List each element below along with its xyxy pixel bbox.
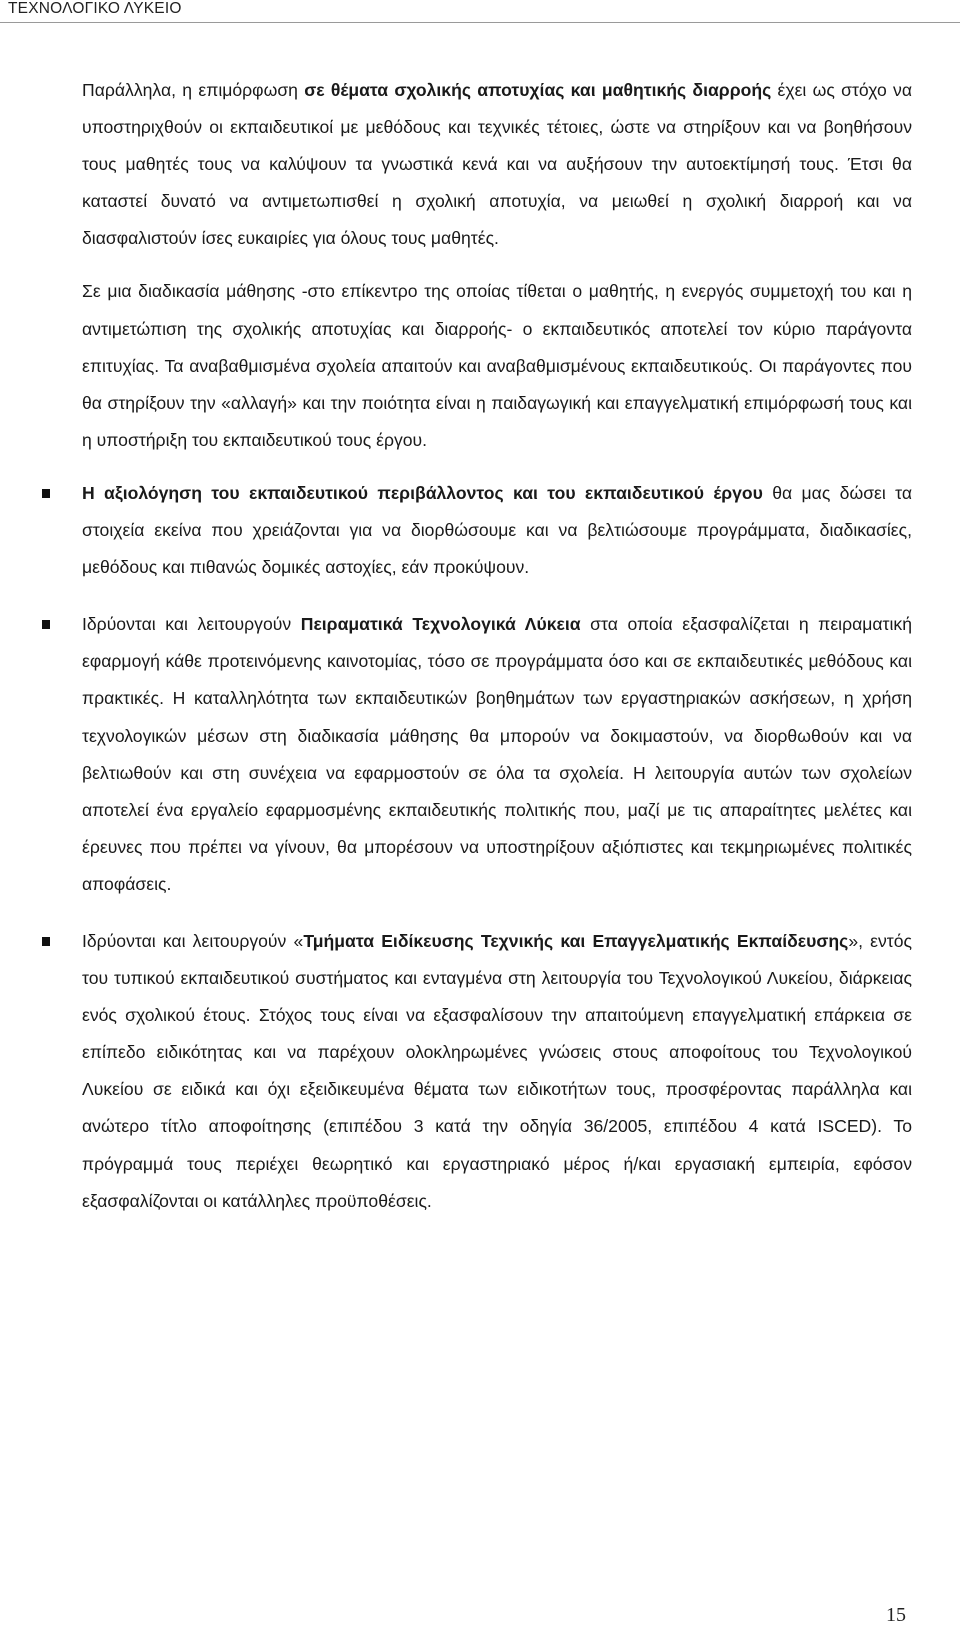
square-bullet-icon: [42, 489, 50, 498]
bullet-text: Ιδρύονται και λειτουργούν: [82, 614, 301, 635]
paragraph-learning-process: [82, 273, 912, 458]
bullet-text: », εντός του τυπικού εκπαιδευτικού συστήματος και ενταγμένα στη λειτουργία του Τεχνολογικού Λυκείου, διάρκειας ενός σχολικού έτους. Στόχος τους είναι να εξασφαλίσουν την απαιτούμενη επαγγελματική επάρκεια σε επίπεδο ειδικότητας και να παρέχουν ολοκληρωμένες γνώσεις στους αποφοίτους του Τεχνολογικού Λυκείου σε ειδικά και όχι εξειδικευμένα θέματα των ειδικοτήτων τους, προσφέροντας παράλληλα και ανώτερο τίτλο αποφοίτησης (επιπέδου 3 κατά την οδηγία 36/2005, επιπέδου 4 κατά ISCED). Το πρόγραμμά τους περιέχει θεωρητικό και εργαστηριακό μέρος ή/και εργασιακή εμπειρία, εφόσον εξασφαλίζονται οι κατάλληλες προϋποθέσεις.: [82, 930, 913, 1211]
bullet-specialization-departments: [82, 923, 912, 1220]
bullet-emphasis: Πειραματικά Τεχνολογικά Λύκεια: [300, 614, 581, 635]
paragraph-emphasis: σε θέματα σχολικής αποτυχίας και μαθητικής διαρροής: [304, 80, 772, 100]
paragraph-text: Σε μια διαδικασία μάθησης -στο επίκεντρο της οποίας τίθεται ο μαθητής, η ενεργός συμμετοχή του και η αντιμετώπιση της σχολικής αποτυχίας και διαρροής- ο εκπαιδευτικός αποτελεί τον κύριο παράγοντα επιτυχίας. Τα αναβαθμισμένα σχολεία απαιτούν και αναβαθμισμένους εκπαιδευτικούς. Οι παράγοντες που θα στηρίξουν την «αλλαγή» και την ποιότητα είναι η παιδαγωγική και επαγγελματική επιμόρφωσή τους και η υποστήριξη του εκπαιδευτικού τους έργου.: [82, 281, 912, 450]
page-number: 15: [886, 1604, 906, 1626]
square-bullet-icon: [42, 620, 50, 629]
bullet-evaluation: [82, 475, 912, 586]
bullet-emphasis: Η αξιολόγηση του εκπαιδευτικού περιβάλλοντος και του εκπαιδευτικού έργου: [82, 482, 763, 503]
header-rule: [0, 22, 960, 23]
document-body: [82, 72, 912, 1220]
square-bullet-icon: [42, 937, 50, 946]
bullet-text: Ιδρύονται και λειτουργούν «: [82, 930, 304, 951]
running-header: ΤΕΧΝΟΛΟΓΙΚΟ ΛΥΚΕΙΟ: [8, 0, 182, 17]
paragraph-text: έχει ως στόχο να υποστηριχθούν οι εκπαιδευτικοί με μεθόδους και τεχνικές τέτοιες, ώστε να στηρίξουν και να βοηθήσουν τους μαθητές τους να καλύψουν τα γνωστικά κενά και να αυξήσουν την αυτοεκτίμησή τους. Έτσι θα καταστεί δυνατό να αντιμετωπισθεί η σχολική αποτυχία, να μειωθεί η σχολική διαρροή και να διασφαλιστούν ίσες ευκαιρίες για όλους τους μαθητές.: [82, 80, 912, 249]
bullet-experimental-lyceums: [82, 606, 912, 903]
paragraph-text: Παράλληλα, η επιμόρφωση: [82, 80, 305, 100]
bullet-text: στα οποία εξασφαλίζεται η πειραματική εφαρμογή κάθε προτεινόμενης καινοτομίας, τόσο σε προγράμματα όσο και σε εκπαιδευτικές μεθόδους και πρακτικές. Η καταλληλότητα των εκπαιδευτικών βοηθημάτων των εργαστηριακών ασκήσεων, η χρήση τεχνολογικών μέσων στη διαδικασία μάθησης θα μπορούν να δοκιμαστούν, να διορθωθούν και να βελτιωθούν και στη συνέχεια να εφαρμοστούν σε όλα τα σχολεία. Η λειτουργία αυτών των σχολείων αποτελεί ένα εργαλείο εφαρμοσμένης εκπαιδευτικής πολιτικής που, μαζί με τις απαραίτητες μελέτες και έρευνες που πρέπει να γίνουν, θα μπορέσουν να υποστηρίξουν αξιόπιστες και τεκμηριωμένες πολιτικές αποφάσεις.: [82, 614, 913, 894]
bullet-emphasis: Τμήματα Ειδίκευσης Τεχνικής και Επαγγελματικής Εκπαίδευσης: [303, 930, 849, 951]
bullet-text: θα μας δώσει τα στοιχεία εκείνα που χρειάζονται για να διορθώσουμε και να βελτιώσουμε προγράμματα, διαδικασίες, μεθόδους και πιθανώς δομικές αστοχίες, εάν προκύψουν.: [82, 482, 913, 578]
paragraph-teacher-training: [82, 72, 912, 257]
